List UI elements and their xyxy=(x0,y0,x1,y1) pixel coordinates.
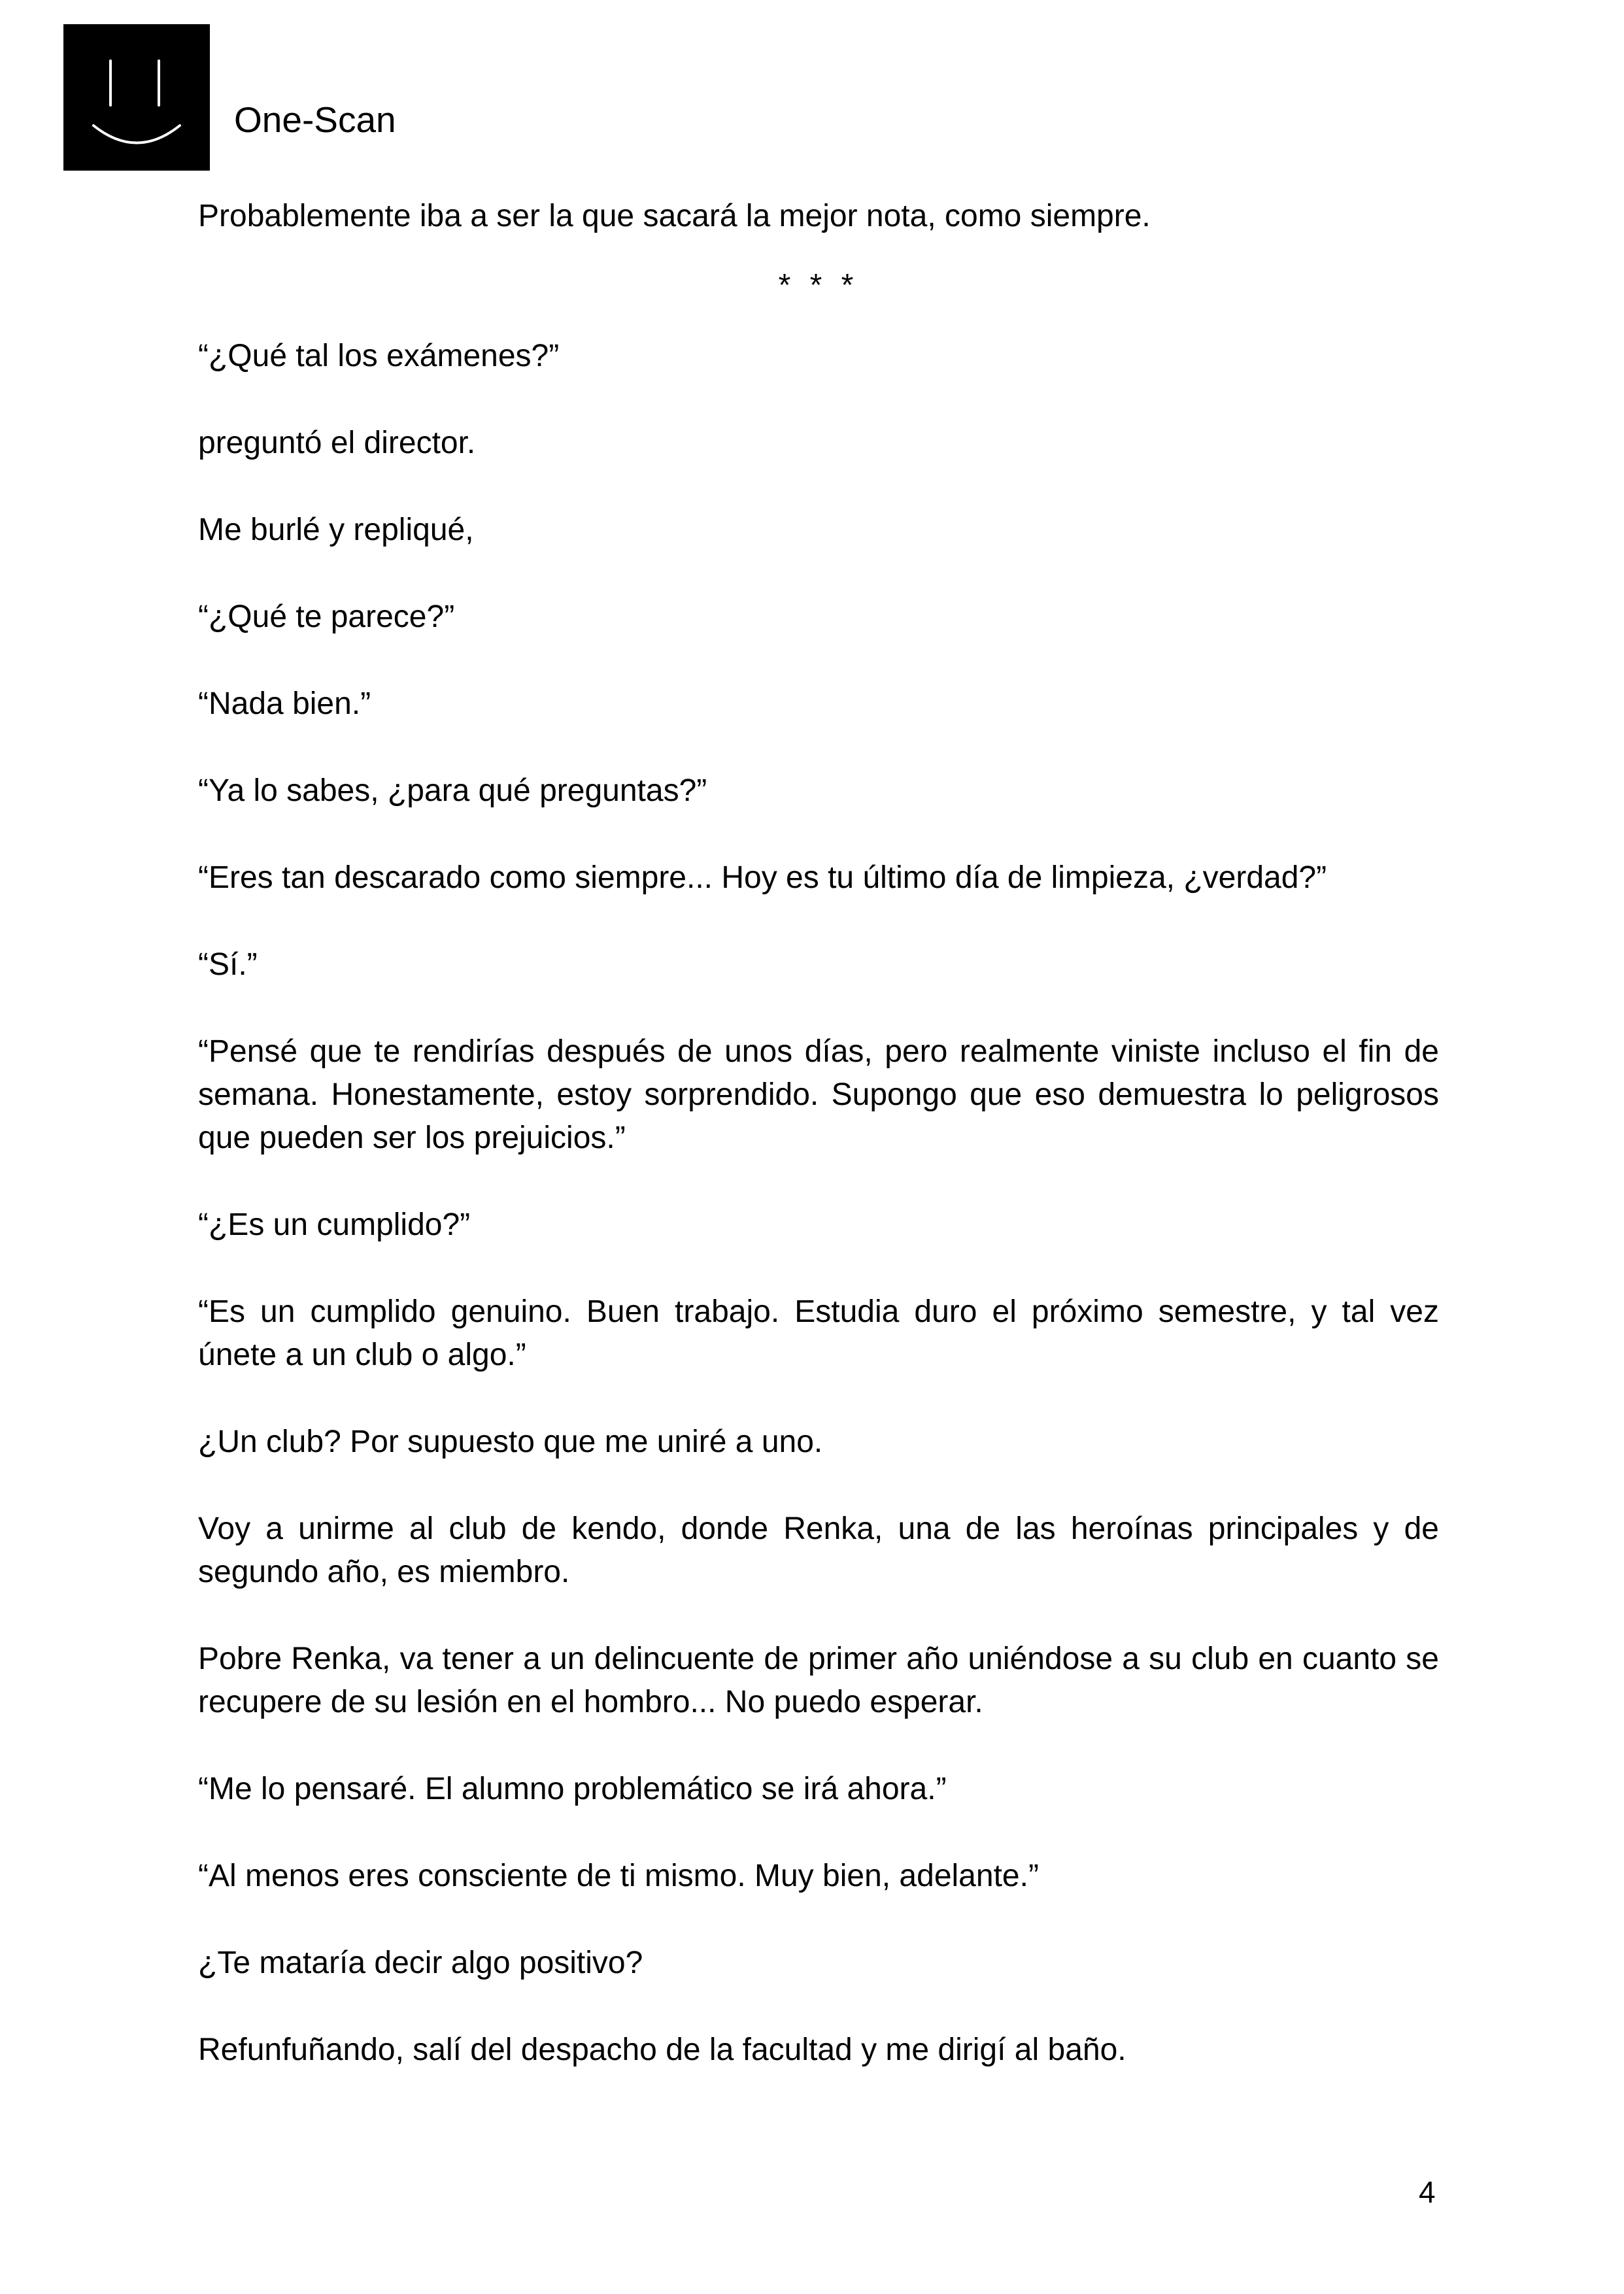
paragraph: “¿Es un cumplido?” xyxy=(198,1207,471,1242)
brand-name: One-Scan xyxy=(234,99,396,140)
paragraph: Refunfuñando, salí del despacho de la facultad y me dirigí al baño. xyxy=(198,2033,1126,2067)
document-body xyxy=(198,195,1439,2072)
paragraph: Probablemente iba a ser la que sacará la mejor nota, como siempre. xyxy=(198,199,1151,233)
paragraph: ¿Un club? Por supuesto que me uniré a uno. xyxy=(198,1425,823,1459)
section-separator: * * * xyxy=(778,268,859,303)
paragraph: Me burlé y repliqué, xyxy=(198,513,474,547)
paragraph: “Sí.” xyxy=(198,947,258,982)
paragraph: “Ya lo sabes, ¿para qué preguntas?” xyxy=(198,773,707,808)
paragraph: “Pensé que te rendirías después de unos días, pero realmente viniste incluso el fin de semana. Honestamente, estoy sorprendido. Supongo que eso demuestra lo peligrosos que pueden ser los prejuicios.” xyxy=(198,1034,1439,1155)
paragraph: ¿Te mataría decir algo positivo? xyxy=(198,1946,643,1980)
paragraph: Pobre Renka, va tener a un delincuente de primer año uniéndose a su club en cuanto se recupere de su lesión en el hombro... No puedo esperar. xyxy=(198,1642,1439,1719)
paragraph: preguntó el director. xyxy=(198,426,476,460)
paragraph: “Eres tan descarado como siempre... Hoy es tu último día de limpieza, ¿verdad?” xyxy=(198,860,1327,895)
smiley-face-logo-icon xyxy=(63,24,210,171)
paragraph: “Es un cumplido genuino. Buen trabajo. Estudia duro el próximo semestre, y tal vez únete a un club o algo.” xyxy=(198,1294,1439,1372)
paragraph: “¿Qué tal los exámenes?” xyxy=(198,339,560,373)
paragraph: “Al menos eres consciente de ti mismo. Muy bien, adelante.” xyxy=(198,1859,1039,1893)
page-number: 4 xyxy=(1419,2175,1436,2209)
paragraph: “Nada bien.” xyxy=(198,686,371,721)
paragraph: “¿Qué te parece?” xyxy=(198,599,455,634)
paragraph: “Me lo pensaré. El alumno problemático se irá ahora.” xyxy=(198,1772,947,1806)
paragraph: Voy a unirme al club de kendo, donde Renka, una de las heroínas principales y de segundo año, es miembro. xyxy=(198,1511,1439,1589)
